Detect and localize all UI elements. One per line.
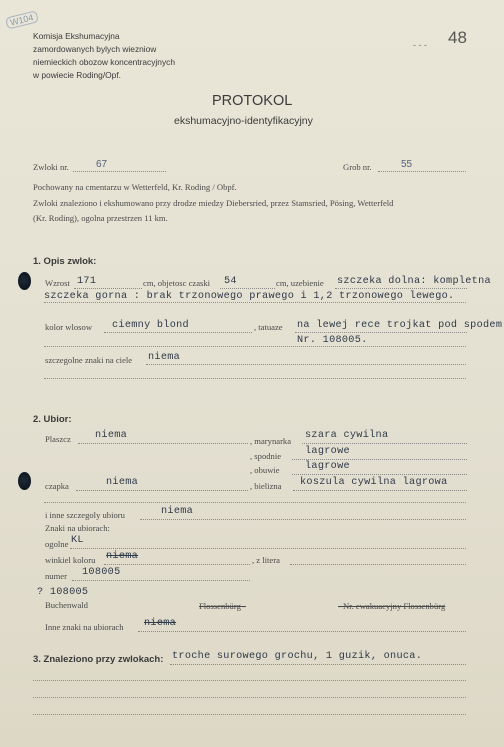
trousers-line xyxy=(292,459,467,460)
body-marks-label: szczegolne znaki na ciele xyxy=(45,355,133,365)
punch-hole-bottom xyxy=(18,472,31,490)
height-label: Wzrost xyxy=(45,278,70,288)
triangle-color-line xyxy=(104,564,250,565)
evacuation-number: - Nr. ewakuacyjny Flossenbürg xyxy=(338,601,446,611)
shoes-line xyxy=(292,474,467,475)
underwear-value: koszula cywilna lagrowa xyxy=(300,477,448,488)
grave-number-value: 55 xyxy=(401,159,413,170)
section-2-heading: 2. Ubior: xyxy=(33,414,72,425)
letter-label: , z litera xyxy=(252,555,280,565)
shoes-value: lagrowe xyxy=(305,461,350,472)
other-marks-line xyxy=(138,631,466,632)
other-marks-label: Inne znaki na ubiorach xyxy=(45,622,124,632)
section-2-divider xyxy=(44,502,466,503)
protocol-title: PROTOKOL xyxy=(212,93,293,109)
general-marks-line xyxy=(70,548,466,549)
commission-line-3: niemieckich obozow koncentracyjnych xyxy=(33,57,175,67)
tattoo-value-1: na lewej rece trojkat pod spodem xyxy=(297,320,503,331)
clothing-marks-label: Znaki na ubiorach: xyxy=(45,523,110,533)
coat-label: Plaszcz xyxy=(45,434,71,444)
skull-line xyxy=(220,288,275,289)
teeth-line-1 xyxy=(335,288,467,289)
found-items-line-3 xyxy=(33,697,466,698)
camp-flossenburg: Flossenbürg - xyxy=(199,601,246,611)
tattoo-line-2 xyxy=(44,346,466,347)
number-label: numer xyxy=(45,571,67,581)
found-items-line xyxy=(170,664,466,665)
teeth-line-2 xyxy=(44,302,466,303)
other-marks-value: niema xyxy=(144,618,177,629)
body-marks-line xyxy=(146,364,466,365)
commission-line-2: zamordowanych bylych wiezniow xyxy=(33,44,157,54)
found-items-value: troche surowego grochu, 1 guzik, onuca. xyxy=(172,651,423,662)
other-details-line xyxy=(140,519,466,520)
section-1-heading: 1. Opis zwlok: xyxy=(33,256,97,267)
punch-hole-top xyxy=(18,272,31,290)
commission-line-4: w powiecie Roding/Opf. xyxy=(33,70,121,80)
trousers-label: , spodnie xyxy=(250,451,282,461)
teeth-value-2: szczeka gorna : brak trzonowego prawego i 1,2 trzonowego lewego. xyxy=(44,291,455,302)
body-number-line xyxy=(73,171,166,172)
body-number-value: 67 xyxy=(96,159,108,170)
commission-line-1: Komisja Ekshumacyjna xyxy=(33,31,120,41)
cap-value: niema xyxy=(106,477,139,488)
hair-value: ciemny blond xyxy=(112,320,189,331)
protocol-subtitle: ekshumacyjno-identyfikacyjny xyxy=(174,115,313,127)
tattoo-label: , tatuaze xyxy=(254,322,283,332)
other-details-value: niema xyxy=(161,506,194,517)
burial-line-1: Pochowany na cmentarzu w Wetterfeld, Kr. Roding / Obpf. xyxy=(33,182,237,192)
grave-number-line xyxy=(378,171,466,172)
tattoo-value-2: Nr. 108005. xyxy=(297,335,368,346)
jacket-line xyxy=(302,443,467,444)
number-value: 108005 xyxy=(82,567,121,578)
triangle-color-value: niema xyxy=(106,551,139,562)
teeth-value-1: szczeka dolna: kompletna xyxy=(337,276,491,287)
general-marks-label: ogolne xyxy=(45,539,69,549)
trousers-value: lagrowe xyxy=(305,446,350,457)
number-line xyxy=(72,580,250,581)
camp-buchenwald: Buchenwald xyxy=(45,600,88,610)
skull-unit-label: cm, uzebienie xyxy=(276,278,324,288)
coat-value: niema xyxy=(95,430,128,441)
body-number-label: Zwloki nr. xyxy=(33,162,69,172)
found-items-line-2 xyxy=(33,680,466,681)
archive-stamp: W104 xyxy=(5,10,38,29)
grave-number-label: Grob nr. xyxy=(343,162,372,172)
cap-label: czapka xyxy=(45,481,69,491)
found-items-line-4 xyxy=(33,714,466,715)
page-number: 48 xyxy=(448,28,467,47)
burial-line-3: (Kr. Roding), ogolna przestrzen 11 km. xyxy=(33,213,168,223)
coat-line xyxy=(78,443,248,444)
body-marks-line-2 xyxy=(44,378,466,379)
body-marks-value: niema xyxy=(148,352,181,363)
triangle-color-label: winkiel koloru xyxy=(45,555,96,565)
shoes-label: , obuwie xyxy=(250,465,280,475)
height-unit-label: cm, objetosc czaski xyxy=(143,278,211,288)
hair-line xyxy=(104,332,252,333)
letter-line xyxy=(290,564,466,565)
skull-value: 54 xyxy=(224,276,237,287)
jacket-label: , marynarka xyxy=(250,436,292,446)
general-marks-value: KL xyxy=(71,535,84,546)
height-line xyxy=(74,288,142,289)
section-3-heading: 3. Znaleziono przy zwlokach: xyxy=(33,654,164,665)
other-details-label: i inne szczegoly ubioru xyxy=(45,510,125,520)
burial-line-2: Zwloki znaleziono i ekshumowano przy drodze miedzy Diebersried, przez Stamsried, Pösing, Wetterfeld xyxy=(33,198,394,208)
height-value: 171 xyxy=(77,276,97,287)
underwear-line xyxy=(293,490,467,491)
underwear-label: , bielizna xyxy=(250,481,282,491)
cap-line xyxy=(76,490,248,491)
jacket-value: szara cywilna xyxy=(305,430,389,441)
tattoo-line-1 xyxy=(295,332,467,333)
question-number: ? 108005 xyxy=(37,587,89,598)
header-dashes: - - - xyxy=(413,40,427,50)
hair-label: kolor wlosow xyxy=(45,322,93,332)
